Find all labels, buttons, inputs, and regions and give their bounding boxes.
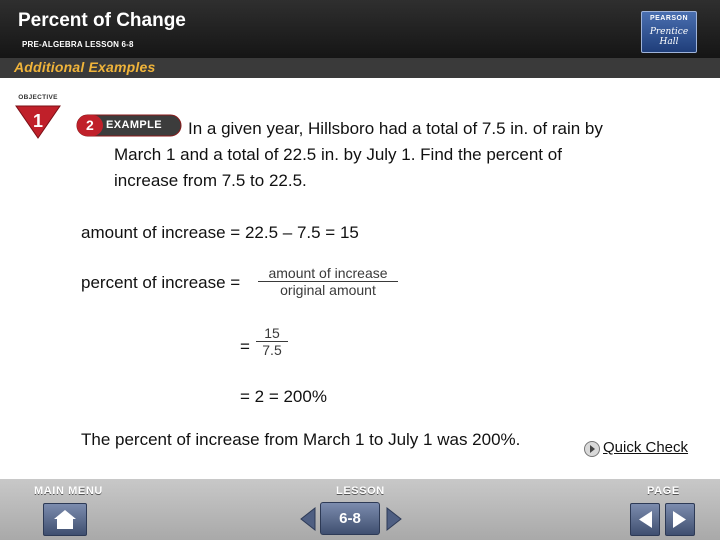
logo-hall-text: Hall <box>659 37 679 47</box>
example-number: 2 <box>86 117 94 133</box>
amount-of-increase-line: amount of increase = 22.5 – 7.5 = 15 <box>81 223 359 242</box>
objective-badge <box>12 94 64 140</box>
page-label: PAGE <box>647 485 680 497</box>
page-prev-button[interactable] <box>630 503 660 536</box>
banner-title: Additional Examples <box>14 59 156 75</box>
problem-line-1: In a given year, Hillsboro had a total of 7.5 in. of rain by <box>188 119 603 138</box>
logo-prentice-text: Prentice <box>649 27 689 37</box>
pearson-logo <box>641 11 697 53</box>
page-prev-arrow-icon <box>631 504 659 535</box>
example-label: EXAMPLE <box>106 119 162 131</box>
objective-number: 1 <box>32 111 44 131</box>
fraction-denominator: original amount <box>280 282 376 298</box>
quick-check-label: Quick Check <box>603 439 689 456</box>
lesson-prev-arrow-icon <box>298 503 318 536</box>
quick-check-arrow-icon <box>583 440 601 458</box>
fraction-15-over-7-5 <box>256 325 288 358</box>
header-bar <box>0 0 720 58</box>
section-banner <box>0 58 720 78</box>
lesson-prev-button[interactable] <box>298 503 318 536</box>
home-icon <box>44 504 86 535</box>
page-next-arrow-icon <box>666 504 694 535</box>
logo-pearson-text: PEARSON <box>649 15 689 22</box>
main-menu-label: MAIN MENU <box>34 485 103 497</box>
problem-line-3: increase from 7.5 to 22.5. <box>114 171 307 190</box>
objective-arrow-icon <box>12 94 64 140</box>
lesson-next-button[interactable] <box>384 503 404 536</box>
problem-line-2: March 1 and a total of 22.5 in. by July 1. Find the percent of <box>114 145 562 164</box>
result-line: = 2 = 200% <box>240 387 327 406</box>
page-next-button[interactable] <box>665 503 695 536</box>
lesson-label: LESSON <box>336 485 385 497</box>
fraction-amount-over-original <box>258 265 398 298</box>
fraction-denominator-7-5: 7.5 <box>262 342 282 358</box>
objective-label: OBJECTIVE <box>18 94 58 101</box>
fraction-numerator-15: 15 <box>264 325 280 341</box>
page-title: Percent of Change <box>18 10 186 31</box>
lesson-subtitle: PRE-ALGEBRA LESSON 6-8 <box>22 40 134 49</box>
example-badge <box>76 114 182 137</box>
lesson-number-button[interactable]: 6-8 <box>320 502 380 535</box>
fraction-numerator: amount of increase <box>268 265 388 281</box>
equals-sign: = <box>240 337 250 356</box>
lesson-next-arrow-icon <box>384 503 404 536</box>
conclusion-text: The percent of increase from March 1 to July 1 was 200%. <box>81 430 521 449</box>
home-button[interactable] <box>43 503 87 536</box>
percent-of-increase-label: percent of increase = <box>81 273 241 292</box>
